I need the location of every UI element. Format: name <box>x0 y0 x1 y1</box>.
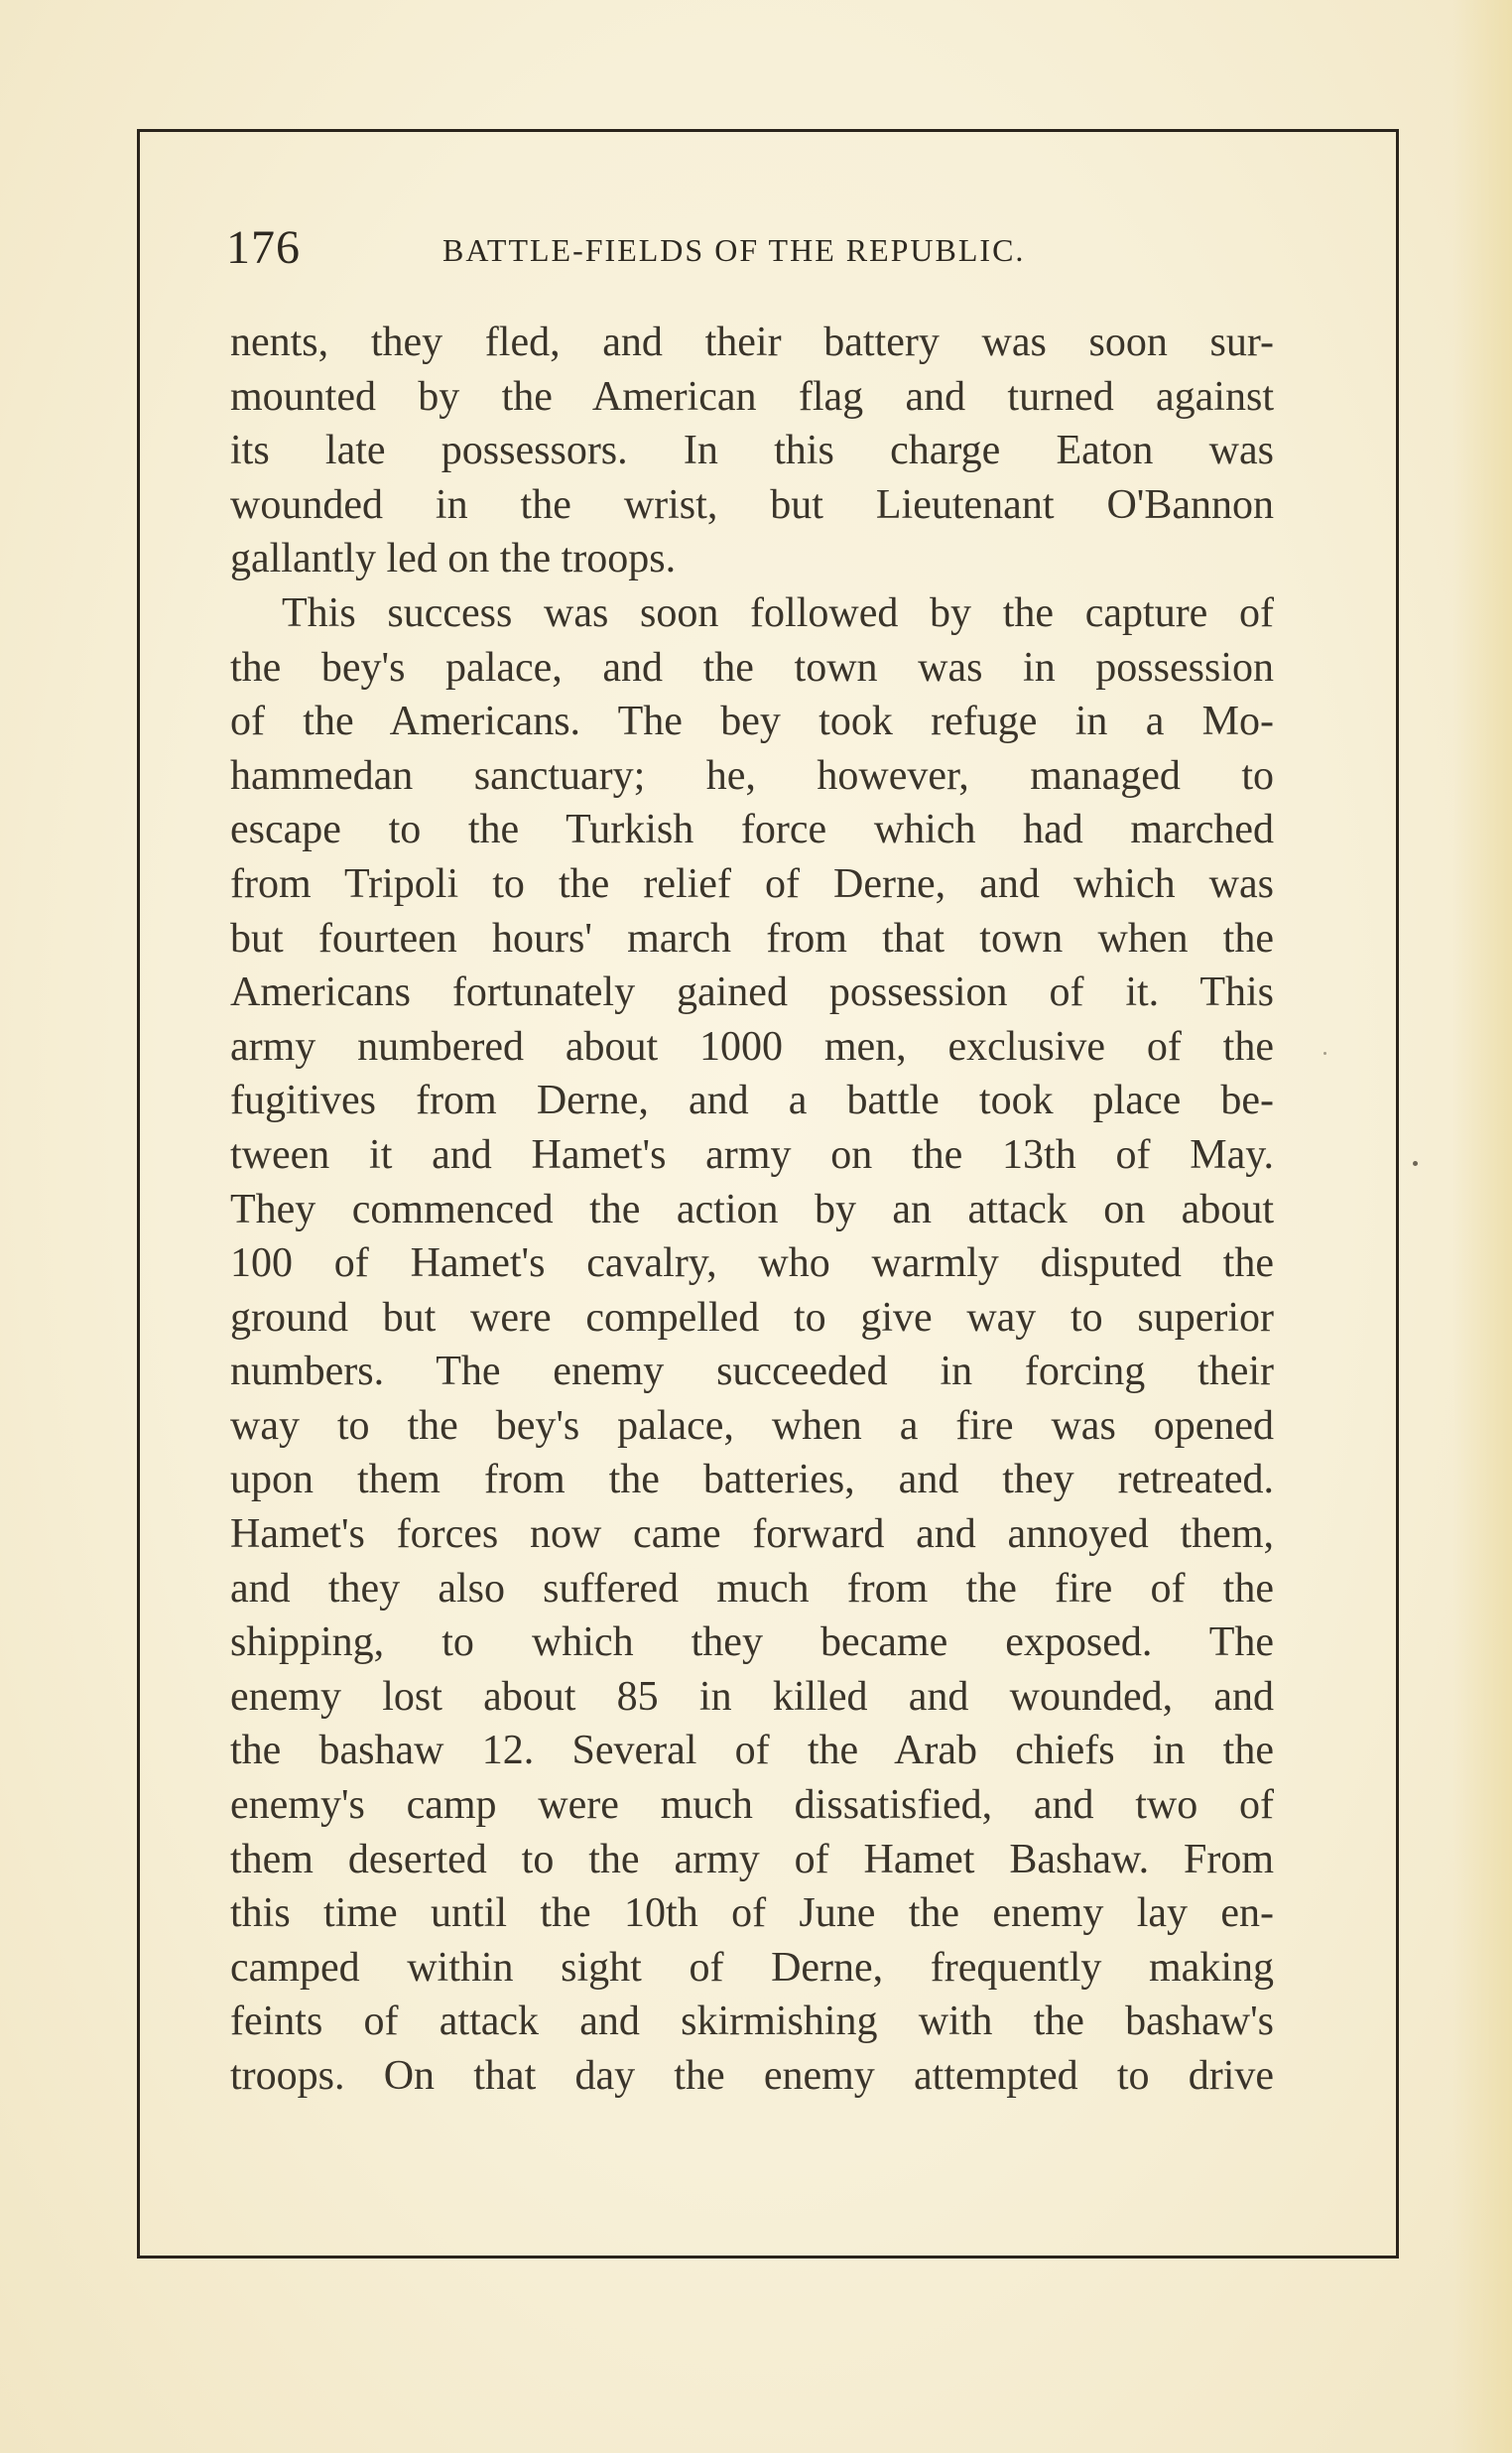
running-head: BATTLE-FIELDS OF THE REPUBLIC. <box>442 232 1026 268</box>
text-line: the bashaw 12. Several of the Arab chiefs in the <box>230 1728 1274 1774</box>
text-line: its late possessors. In this charge Eaton was <box>230 428 1274 474</box>
text-line: This success was soon followed by the capture of <box>282 589 1274 636</box>
text-line: hammedan sanctuary; he, however, managed to <box>230 752 1274 799</box>
ink-speck <box>1413 1161 1418 1166</box>
text-line: mounted by the American flag and turned against <box>230 373 1274 420</box>
text-line: camped within sight of Derne, frequently making <box>230 1944 1274 1991</box>
text-line: wounded in the wrist, but Lieutenant O'Bannon <box>230 481 1274 528</box>
text-line: this time until the 10th of June the enemy lay en- <box>230 1890 1274 1937</box>
text-line: numbers. The enemy succeeded in forcing their <box>230 1349 1274 1395</box>
text-line: feints of attack and skirmishing with the bashaw's <box>230 1999 1274 2045</box>
text-line: troops. On that day the enemy attempted to drive <box>230 2053 1274 2099</box>
text-line: enemy lost about 85 in killed and wounded, and <box>230 1673 1274 1720</box>
text-line: from Tripoli to the relief of Derne, and which was <box>230 860 1274 907</box>
text-line: and they also suffered much from the fire of the <box>230 1565 1274 1612</box>
page-number: 176 <box>226 221 301 274</box>
text-line: Hamet's forces now came forward and annoyed them, <box>230 1511 1274 1558</box>
text-line: ground but were compelled to give way to superior <box>230 1294 1274 1341</box>
text-line: shipping, to which they became exposed. The <box>230 1619 1274 1666</box>
text-line: army numbered about 1000 men, exclusive of the <box>230 1023 1274 1070</box>
text-line: them deserted to the army of Hamet Bashaw. From <box>230 1836 1274 1882</box>
text-line: nents, they fled, and their battery was soon sur- <box>230 320 1274 365</box>
text-line: the bey's palace, and the town was in possession <box>230 644 1274 691</box>
ink-speck <box>1323 1052 1326 1055</box>
text-line: fugitives from Derne, and a battle took place be- <box>230 1078 1274 1124</box>
text-line: but fourteen hours' march from that town when the <box>230 915 1274 962</box>
text-line: They commenced the action by an attack on about <box>230 1186 1274 1232</box>
text-line: enemy's camp were much dissatisfied, and two of <box>230 1782 1274 1829</box>
text-line: way to the bey's palace, when a fire was opened <box>230 1402 1274 1449</box>
page-header <box>226 220 1298 280</box>
text-line: 100 of Hamet's cavalry, who warmly disputed the <box>230 1240 1274 1287</box>
body-text <box>230 316 1274 2104</box>
text-line: Americans fortunately gained possession of it. This <box>230 969 1274 1016</box>
page-edge-shading <box>1452 0 1512 2453</box>
text-line: gallantly led on the troops. <box>230 536 677 582</box>
text-line: tween it and Hamet's army on the 13th of May. <box>230 1131 1274 1178</box>
text-line: escape to the Turkish force which had marched <box>230 807 1274 853</box>
text-line: of the Americans. The bey took refuge in a Mo- <box>230 699 1274 745</box>
text-line: upon them from the batteries, and they retreated. <box>230 1457 1274 1503</box>
